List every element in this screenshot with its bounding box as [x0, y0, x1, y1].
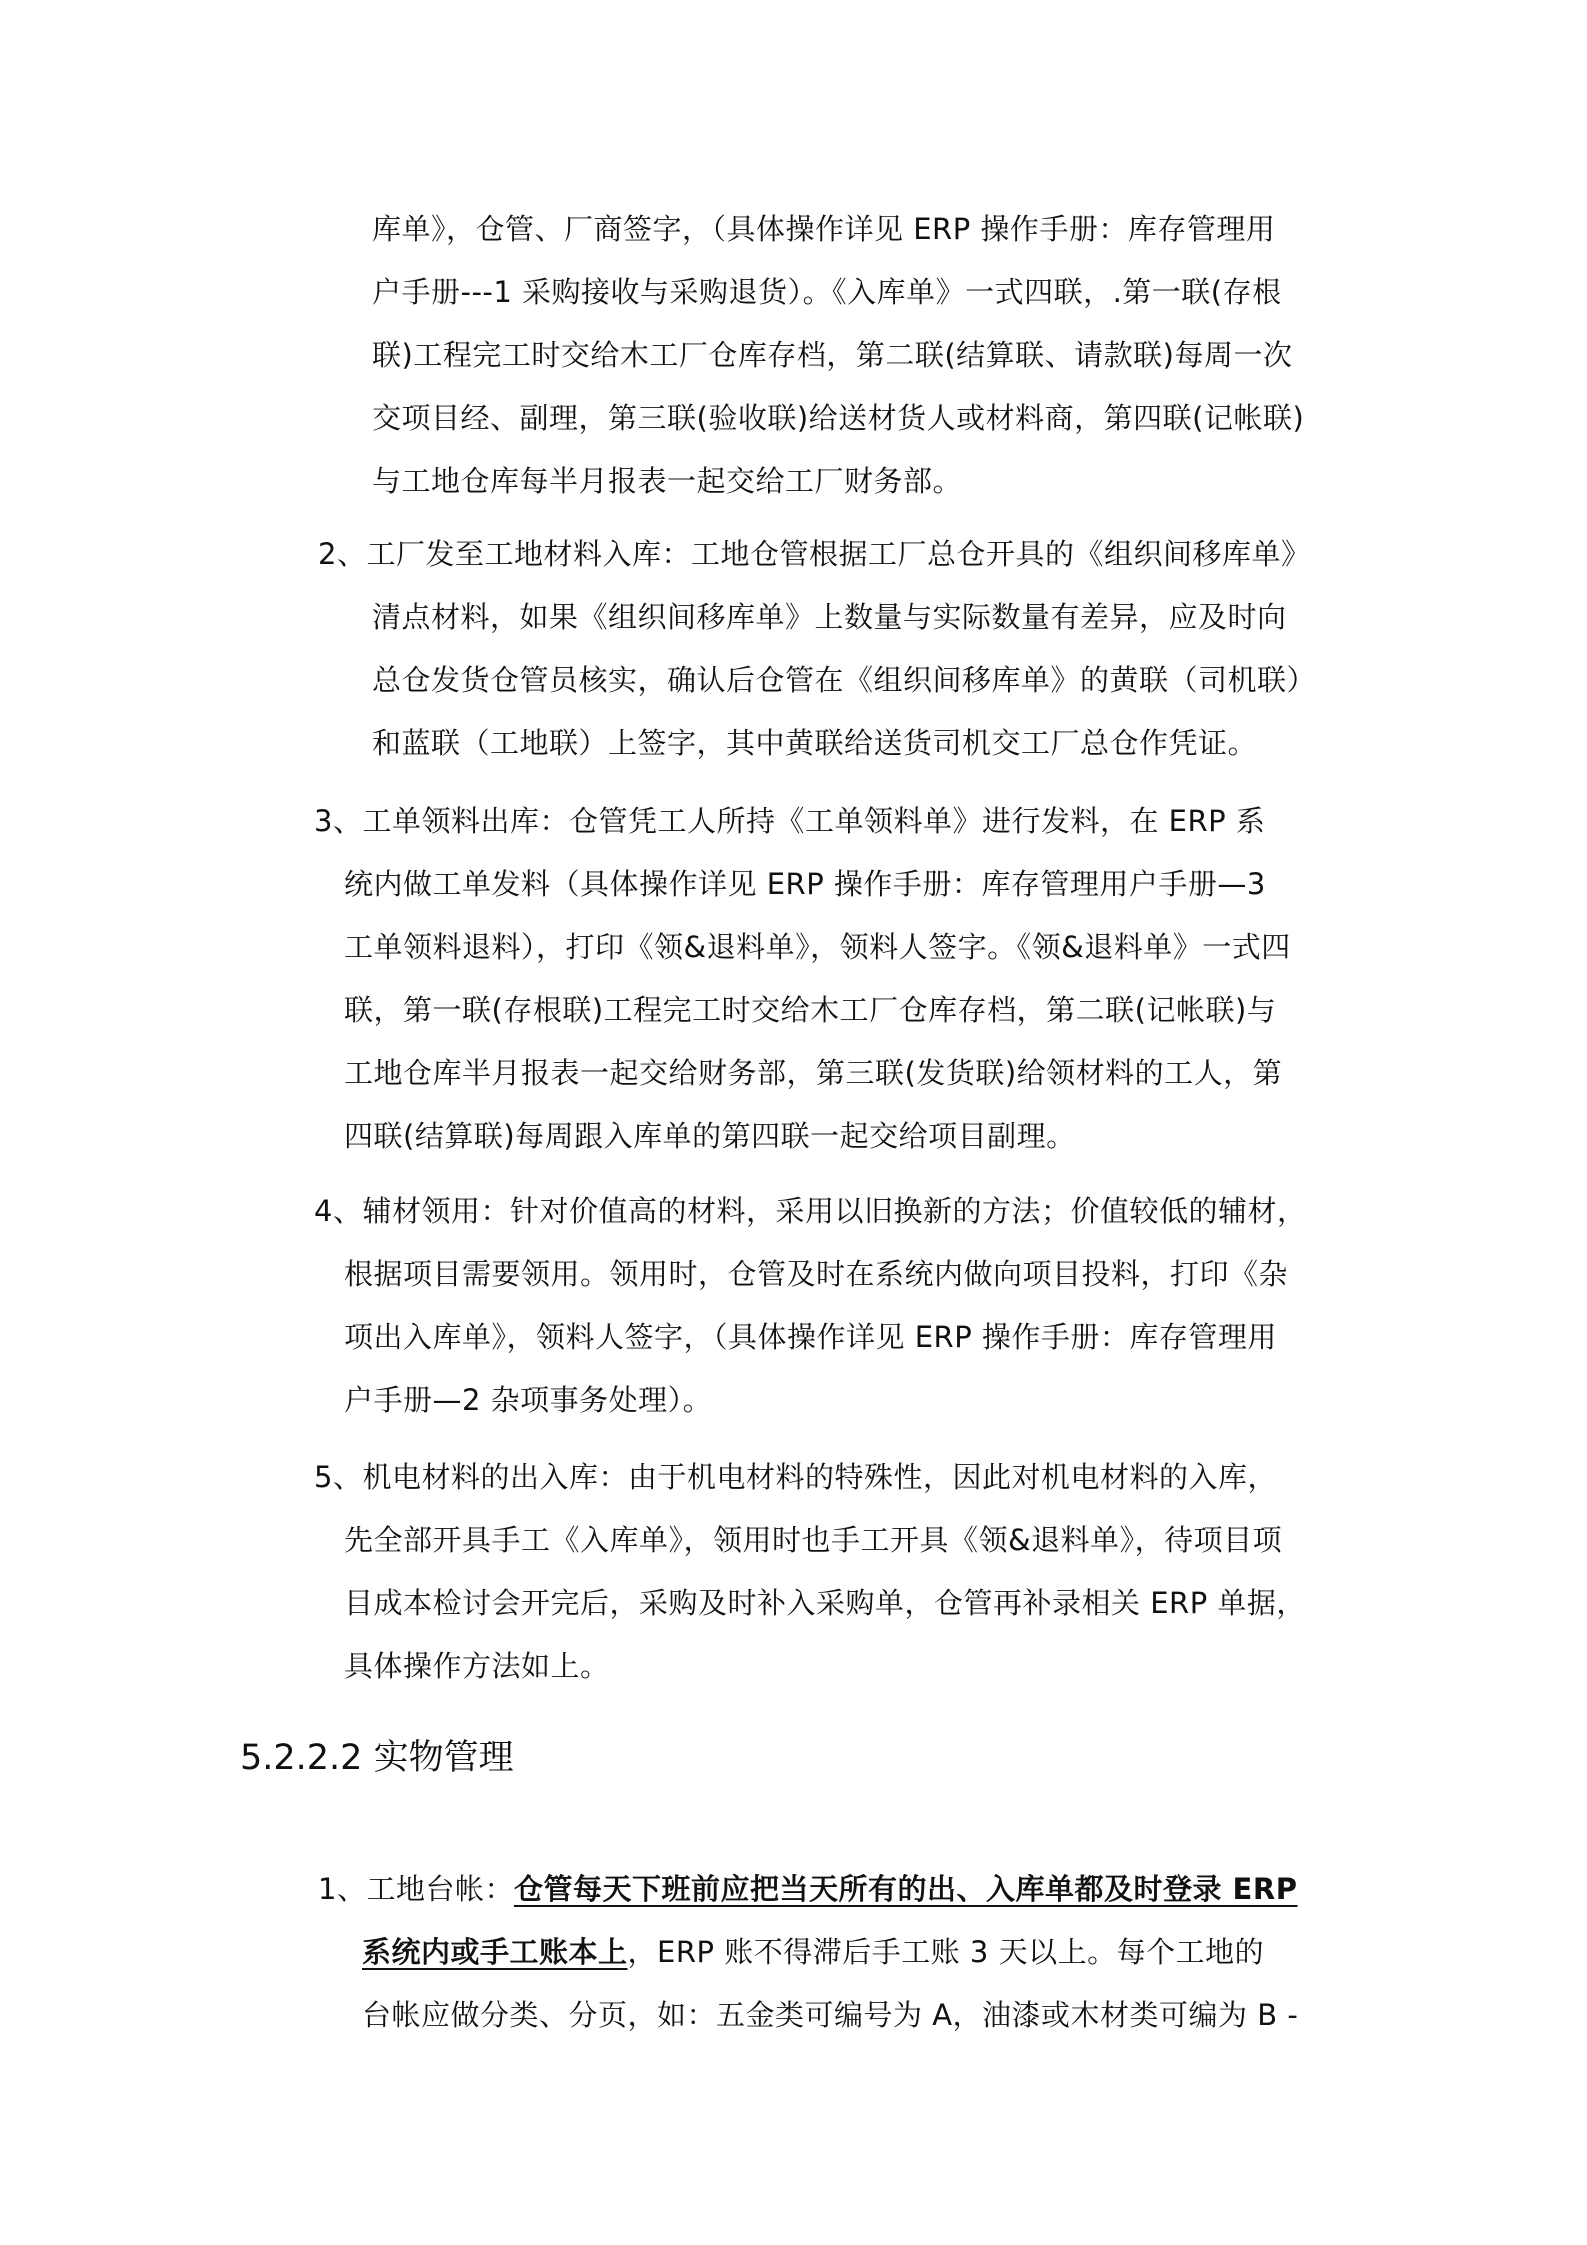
text-line: 统内做工单发料（具体操作详见 ERP 操作手册：库存管理用户手册—3: [344, 867, 1266, 901]
text-line: 2、工厂发至工地材料入库：工地仓管根据工厂总仓开具的《组织间移库单》: [318, 537, 1311, 571]
text-line: 交项目经、副理，第三联(验收联)给送材货人或材料商，第四联(记帐联): [372, 401, 1305, 435]
section-heading: 5.2.2.2 实物管理: [240, 1738, 514, 1778]
text-line: 联，第一联(存根联)工程完工时交给木工厂仓库存档，第二联(记帐联)与: [344, 993, 1277, 1027]
text-line: 5、机电材料的出入库：由于机电材料的特殊性，因此对机电材料的入库，: [314, 1460, 1277, 1494]
text-line: 4、辅材领用：针对价值高的材料，采用以旧换新的方法；价值较低的辅材，: [314, 1194, 1307, 1228]
text-line: [318, 1921, 1298, 1984]
text-line: 项出入库单》，领料人签字，（具体操作详见 ERP 操作手册：库存管理用: [344, 1320, 1277, 1354]
text-line: 户手册—2 杂项事务处理）。: [344, 1383, 713, 1417]
text-line: 台帐应做分类、分页，如：五金类可编号为 A，油漆或木材类可编为 B -: [362, 1998, 1299, 2032]
text-line: 联)工程完工时交给木工厂仓库存档，第二联(结算联、请款联)每周一次: [372, 338, 1293, 372]
text-line: 库单》，仓管、厂商签字，（具体操作详见 ERP 操作手册：库存管理用: [372, 212, 1276, 246]
text-line: 工地仓库半月报表一起交给财务部，第三联(发货联)给领材料的工人，第: [344, 1056, 1283, 1090]
paragraph-item-5: [314, 1446, 1306, 1698]
text-line: 工单领料退料），打印《领&退料单》，领料人签字。《领&退料单》一式四: [344, 930, 1291, 964]
paragraph-intro: [372, 198, 1304, 513]
paragraph-item-4: [314, 1180, 1306, 1432]
text-run: 1、工地台帐：: [318, 1872, 514, 1906]
text-line: 清点材料，如果《组织间移库单》上数量与实际数量有差异，应及时向: [372, 600, 1287, 634]
text-line: [318, 1858, 1298, 1921]
text-run: ，ERP 账不得滞后手工账 3 天以上。每个工地的: [627, 1935, 1265, 1969]
text-line: 根据项目需要领用。领用时，仓管及时在系统内做向项目投料，打印《杂: [344, 1257, 1289, 1291]
text-line: 具体操作方法如上。: [344, 1649, 610, 1683]
text-line: 和蓝联（工地联）上签字，其中黄联给送货司机交工厂总仓作凭证。: [372, 726, 1258, 760]
paragraph-item-2: [318, 523, 1316, 775]
text-line: 总仓发货仓管员核实，确认后仓管在《组织间移库单》的黄联（司机联）: [372, 663, 1317, 697]
text-line: 与工地仓库每半月报表一起交给工厂财务部。: [372, 464, 963, 498]
text-line: 3、工单领料出库：仓管凭工人所持《工单领料单》进行发料，在 ERP 系: [314, 804, 1266, 838]
text-line: 户手册---1 采购接收与采购退货）。《入库单》一式四联，.第一联(存根: [372, 275, 1282, 309]
paragraph-item-3: [314, 790, 1291, 1168]
underlined-text: 系统内或手工账本上: [362, 1935, 628, 1969]
underlined-text: 仓管每天下班前应把当天所有的出、入库单都及时登录 ERP: [513, 1872, 1298, 1906]
paragraph-item-1-ledger: [318, 1858, 1298, 2047]
text-line: 先全部开具手工《入库单》，领用时也手工开具《领&退料单》，待项目项: [344, 1523, 1283, 1557]
text-line: 目成本检讨会开完后，采购及时补入采购单，仓管再补录相关 ERP 单据，: [344, 1586, 1306, 1620]
text-line: 四联(结算联)每周跟入库单的第四联一起交给项目副理。: [344, 1119, 1076, 1153]
